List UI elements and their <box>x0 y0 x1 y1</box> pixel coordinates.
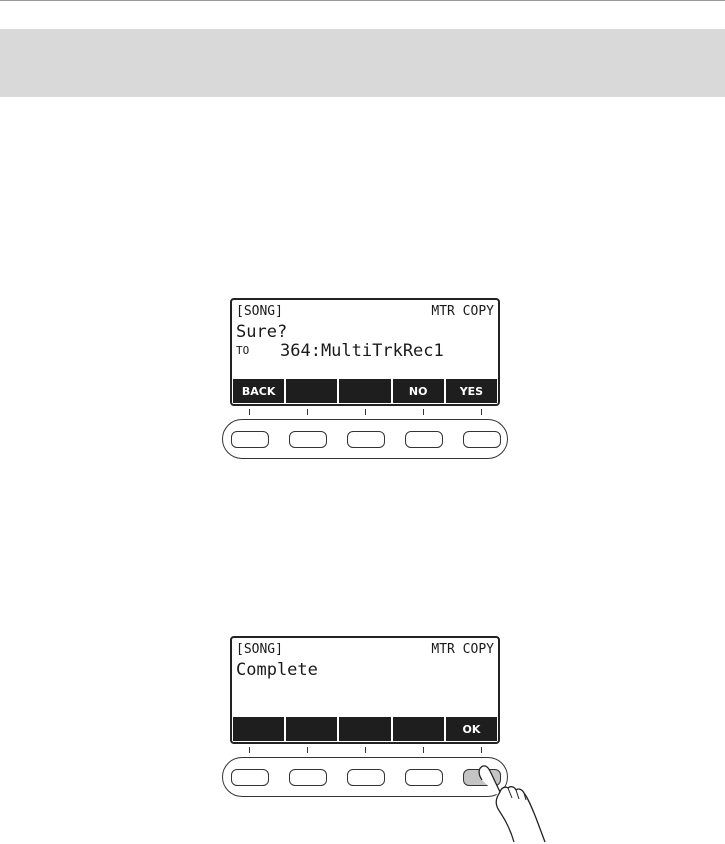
softkey-row <box>232 717 498 742</box>
lcd-to-label: TO <box>236 344 250 357</box>
softkey-1[interactable] <box>233 717 284 741</box>
top-rule <box>0 0 725 1</box>
softkey-back[interactable]: BACK <box>233 379 284 403</box>
softkey-2[interactable] <box>286 379 337 403</box>
softkey-ticks <box>230 747 500 755</box>
hw-button-1[interactable] <box>231 769 269 786</box>
lcd-message: Sure? <box>236 322 288 342</box>
softkey-row <box>232 379 498 404</box>
lcd-screen-confirm <box>230 298 500 406</box>
lcd-tag: [SONG] <box>236 642 283 657</box>
hw-button-4[interactable] <box>405 431 443 448</box>
softkey-3[interactable] <box>339 379 390 403</box>
softkey-yes[interactable]: YES <box>446 379 497 403</box>
hw-button-5[interactable] <box>463 431 501 448</box>
hw-button-1[interactable] <box>231 431 269 448</box>
softkey-ok[interactable]: OK <box>446 717 497 741</box>
hw-button-3[interactable] <box>347 431 385 448</box>
pressing-hand-icon <box>470 760 550 844</box>
softkey-ticks <box>230 409 500 417</box>
lcd-screen-complete <box>230 636 500 744</box>
hw-button-4[interactable] <box>405 769 443 786</box>
lcd-tag: [SONG] <box>236 304 283 319</box>
lcd-mode: MTR COPY <box>431 304 494 319</box>
lcd-mode: MTR COPY <box>431 642 494 657</box>
button-panel <box>222 419 508 459</box>
hw-button-2[interactable] <box>289 769 327 786</box>
hw-button-3[interactable] <box>347 769 385 786</box>
lcd-destination: 364:MultiTrkRec1 <box>280 341 444 361</box>
softkey-no[interactable]: NO <box>393 379 444 403</box>
header-band <box>0 29 725 97</box>
button-panel <box>222 757 508 797</box>
softkey-3[interactable] <box>339 717 390 741</box>
softkey-4[interactable] <box>393 717 444 741</box>
lcd-message: Complete <box>236 660 318 680</box>
hw-button-2[interactable] <box>289 431 327 448</box>
softkey-2[interactable] <box>286 717 337 741</box>
